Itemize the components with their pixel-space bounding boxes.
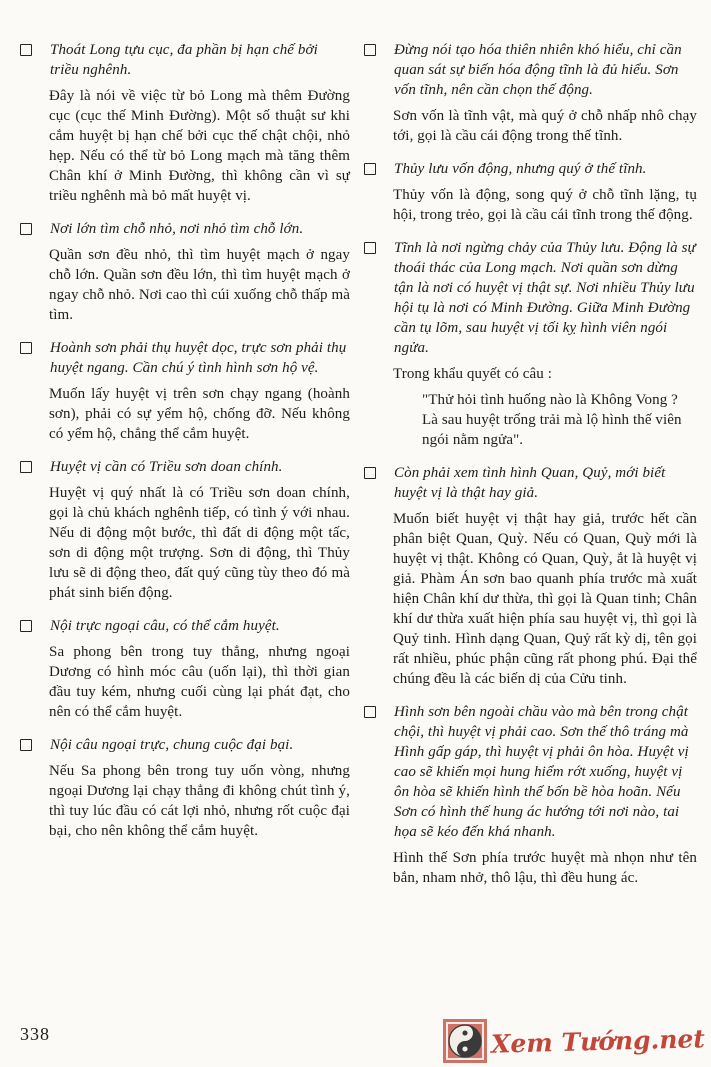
- entry-heading: Huyệt vị cần có Triều sơn doan chính.: [50, 459, 283, 475]
- entry-paragraph: Thủy vốn là động, song quý ở chỗ tĩnh lặng, tụ hội, trong trẻo, gọi là cầu cái tĩnh trong thế động.: [393, 187, 697, 223]
- entry-heading: Đừng nói tạo hóa thiên nhiên khó hiểu, chỉ cần quan sát sự biến hóa động tĩnh là đủ hiểu. Sơn vốn tĩnh, nên cần chọn thế động.: [394, 42, 682, 98]
- checkbox-bullet-icon: [364, 163, 376, 175]
- entry: [20, 735, 350, 841]
- entry-heading: Hình sơn bên ngoài chầu vào mà bên trong chật chội, thì huyệt vị phải cao. Sơn thế thô tráng mà Hình gấp gáp, thì huyệt vị phải ôn hòa. Huyệt vị cao sẽ khiến mọi hung hiểm rớt xuống, huyệt vị ôn hòa sẽ khiến hình thế bốn bề hòa hoãn. Nếu Sơn có hình thế hung ác hướng tới nơi nào, tai họa sẽ kéo đến khá nhanh.: [394, 704, 689, 840]
- yin-yang-icon: [443, 1019, 487, 1063]
- entry-paragraph: Sa phong bên trong tuy thẳng, nhưng ngoại Dương có hình móc câu (uốn lại), thì thời gian đầu tuy kém, nhưng cuối cùng lại phát đạt, cho nên có thể cắm huyệt.: [49, 644, 350, 720]
- entry: [20, 219, 350, 325]
- entry-heading: Còn phải xem tình hình Quan, Quỷ, mới biết huyệt vị là thật hay giả.: [394, 465, 666, 501]
- entry-heading: Thoát Long tựu cục, đa phần bị hạn chế bởi triều nghênh.: [50, 42, 318, 78]
- checkbox-bullet-icon: [20, 461, 32, 473]
- checkbox-bullet-icon: [20, 739, 32, 751]
- entry-heading: Nội trực ngoại câu, có thể cắm huyệt.: [50, 618, 280, 634]
- entry: [364, 40, 697, 146]
- entry-paragraph: Nếu Sa phong bên trong tuy uốn vòng, nhưng ngoại Dương lại chạy thẳng đi không chút tình ý, thì tuy lúc đầu có cát lợi nhỏ, nhưng rốt cuộc đại bại, cho nên không thể cắm huyệt.: [49, 763, 350, 839]
- checkbox-bullet-icon: [20, 620, 32, 632]
- entry-paragraph: Huyệt vị quý nhất là có Triều sơn doan chính, gọi là chủ khách nghênh tiếp, có tình ý với nhau. Nếu di động một bước, thì đất di động một tấc, sơn di động một trượng. Sơn di động, thì Thủy lưu sẽ di động theo, đất quý cũng tùy theo đó mà phát sinh biến động.: [49, 485, 350, 601]
- right-column: [364, 40, 697, 901]
- entry: [20, 40, 350, 206]
- watermark-text: Xem Tướng.net: [490, 1023, 706, 1059]
- entry: [364, 159, 697, 225]
- page-number: 338: [20, 1024, 50, 1044]
- entry: [364, 463, 697, 689]
- left-column: [20, 40, 350, 901]
- checkbox-bullet-icon: [20, 44, 32, 56]
- entry-quote: "Thử hỏi tình huống nào là Không Vong ? Là sau huyệt trống trải mà lộ hình thế viên ngói nằm ngửa".: [422, 392, 682, 448]
- checkbox-bullet-icon: [364, 706, 376, 718]
- entry-paragraph: Hình thế Sơn phía trước huyệt mà nhọn như tên bắn, nham nhở, thô lậu, thì đều hung ác.: [393, 850, 697, 886]
- entry-paragraph: Sơn vốn là tĩnh vật, mà quý ở chỗ nhấp nhô chạy tới, gọi là cầu cái động trong thế tĩnh.: [393, 108, 697, 144]
- entry-heading: Nội câu ngoại trực, chung cuộc đại bại.: [50, 737, 294, 753]
- entry: [20, 457, 350, 603]
- entry-paragraph: Trong khẩu quyết có câu :: [393, 366, 553, 382]
- checkbox-bullet-icon: [364, 467, 376, 479]
- checkbox-bullet-icon: [364, 242, 376, 254]
- entry-heading: Tĩnh là nơi ngừng chảy của Thủy lưu. Động là sự thoái thác của Long mạch. Nơi quần sơn dừng tận là nơi có huyệt vị thật sự. Nơi nhiều Thủy lưu hội tụ là nơi có Minh Đường. Giữa Minh Đường cần tụ lõm, sau huyệt vị tối kỵ hình viên ngói ngửa.: [394, 240, 696, 356]
- entry-heading: Thủy lưu vốn động, nhưng quý ở thế tĩnh.: [394, 161, 647, 177]
- entry-paragraph: Đây là nói về việc từ bỏ Long mà thêm Đường cục (cục thế Minh Đường). Một số thuật sư khi cắm huyệt bị hạn chế bởi cục thế chật chội, nhỏ hẹp. Nếu có thể từ bỏ Long mạch mà tăng thêm Chân khí ở Minh Đường, thì không cần vì sự triều nghênh mà bỏ mất huyệt vị.: [49, 88, 350, 204]
- entry-paragraph: Muốn lấy huyệt vị trên sơn chạy ngang (hoành sơn), phải có sự yểm hộ, chống đỡ. Nếu không có yểm hộ, chẳng thể cắm huyệt.: [49, 386, 350, 442]
- entry: [364, 238, 697, 450]
- watermark: [443, 1019, 705, 1063]
- entry-heading: Hoành sơn phải thụ huyệt dọc, trực sơn phải thụ huyệt ngang. Cần chú ý tình hình sơn hộ vệ.: [50, 340, 347, 376]
- entry: [20, 338, 350, 444]
- entry-paragraph: Quần sơn đều nhỏ, thì tìm huyệt mạch ở ngay chỗ lớn. Quần sơn đều lớn, thì tìm huyệt mạch ở ngay chỗ nhỏ. Nơi cao thì cúi xuống chỗ thấp mà tìm.: [49, 247, 350, 323]
- checkbox-bullet-icon: [20, 223, 32, 235]
- entry: [364, 702, 697, 888]
- entry-heading: Nơi lớn tìm chỗ nhỏ, nơi nhỏ tìm chỗ lớn.: [50, 221, 304, 237]
- entry-paragraph: Muốn biết huyệt vị thật hay giả, trước hết cần phân biệt Quan, Quỳ. Nếu có Quan, Quỳ mới là huyệt vị thật. Không có Quan, Quỳ, ắt là huyệt vị giả. Phàm Án sơn bao quanh phía trước mà xuất hiện Chân khí dư thừa, thì gọi là Quan tinh; Chân khí dư thừa xuất hiện phía sau huyệt vị, thì gọi là Quỷ tinh. Hình dạng Quan, Quỷ rất kỳ dị, tên gọi rất nhiều, phúc phận cũng rất phong phú. Đại thể chúng đều là các biến dị của Cửu tinh.: [393, 511, 697, 687]
- entry: [20, 616, 350, 722]
- checkbox-bullet-icon: [20, 342, 32, 354]
- checkbox-bullet-icon: [364, 44, 376, 56]
